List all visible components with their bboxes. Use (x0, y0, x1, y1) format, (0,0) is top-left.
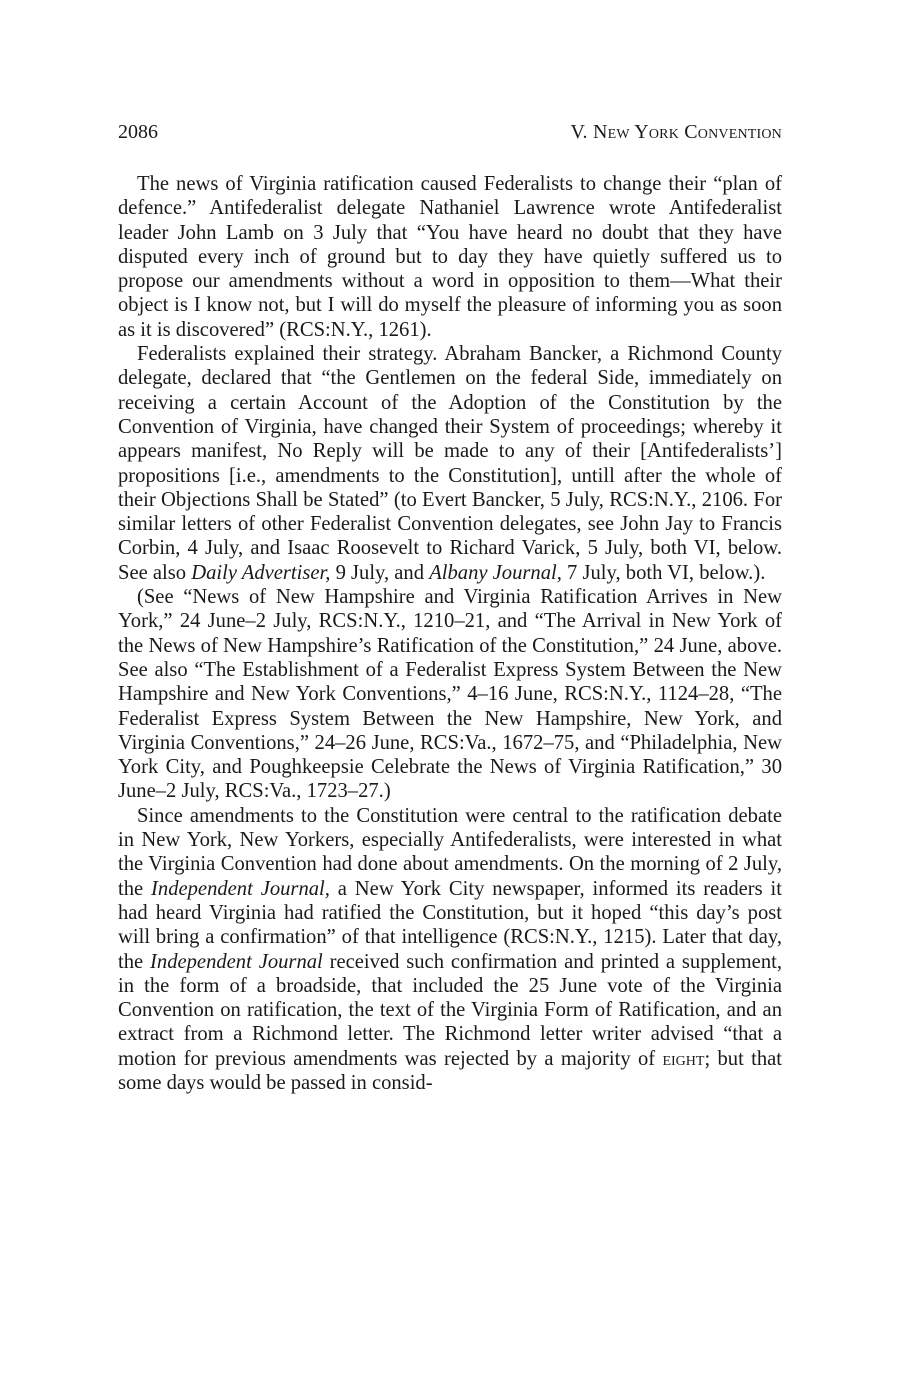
small-caps-word: eight (662, 1047, 705, 1070)
paragraph-2 (118, 342, 782, 585)
newspaper-title: Daily Advertiser, (191, 561, 331, 584)
newspaper-title: Albany Journal, (429, 561, 562, 584)
paragraph-4 (118, 804, 782, 1096)
paragraph-4-part-c: received such confirmation and printed a supplement, in the form of a broadside, that included the 25 June vote of the Virginia Convention on ratification, the text of the Virginia Form of Ratification, and an extract from a Richmond letter. The Richmond letter writer advised “that a motion for previous amendments was rejected by a majority of (118, 950, 782, 1070)
running-title: V. New York Convention (570, 121, 782, 143)
paragraph-4-part-d: ; but that some days would be passed in consid- (118, 1047, 782, 1094)
body-text (118, 172, 782, 1095)
paragraph-2-end: 7 July, both VI, below.). (567, 561, 766, 584)
paragraph-2-mid: 9 July, and (335, 561, 425, 584)
newspaper-title: Independent Journal, (151, 877, 330, 900)
paragraph-4-part-b: a New York City newspaper, informed its readers it had heard Virginia had ratified the Constitution, but it hoped “this day’s post will bring a confirmation” of that intelligence (RCS:N.Y., 1215). Later that day, the (118, 877, 782, 973)
paragraph-4-part-a: Since amendments to the Constitution were central to the ratification debate in New York, New Yorkers, especially Antifederalists, were interested in what the Virginia Convention had done about amendments. On the morning of 2 July, the (118, 804, 782, 900)
document-page (118, 118, 782, 1095)
paragraph-2-main: Federalists explained their strategy. Abraham Bancker, a Richmond County delegate, declared that “the Gentlemen on the federal Side, immediately on receiving a certain Account of the Adoption of the Constitution by the Convention of Virginia, have changed their System of proceedings; whereby it appears manifest, No Reply will be made to any of their [Antifederalists’] propositions [i.e., amendments to the Constitution], untill after the whole of their Objections Shall be Stated” (to Evert Bancker, 5 July, RCS:N.Y., 2106. For similar letters of other Federalist Convention delegates, see John Jay to Francis Corbin, 4 July, and Isaac Roosevelt to Richard Varick, 5 July, both VI, below. See also (118, 343, 782, 584)
paragraph-1: The news of Virginia ratification caused Federalists to change their “plan of defence.” Antifederalist delegate Nathaniel Lawrence wrote Antifederalist leader John Lamb on 3 July that “You have heard no doubt that they have disputed every inch of ground but to day they have quietly suffered us to propose our amendments without a word in opposition to them—What their object is I know not, but I will do myself the pleasure of informing you as soon as it is discovered” (RCS:N.Y., 1261). (118, 173, 782, 341)
running-head (118, 118, 782, 146)
paragraph-3: (See “News of New Hampshire and Virginia Ratification Arrives in New York,” 24 June–2 July, RCS:N.Y., 1210–21, and “The Arrival in New York of the News of New Hampshire’s Ratification of the Constitution,” 24 June, above. See also “The Establishment of a Federalist Express System Between the New Hampshire and New York Conventions,” 4–16 June, RCS:N.Y., 1124–28, “The Federalist Express System Between the New Hampshire, New York, and Virginia Conventions,” 24–26 June, RCS:Va., 1672–75, and “Philadelphia, New York City, and Poughkeepsie Celebrate the News of Virginia Ratification,” 30 June–2 July, RCS:Va., 1723–27.) (118, 586, 782, 803)
newspaper-title: Independent Journal (150, 950, 323, 973)
page-number: 2086 (118, 121, 158, 143)
